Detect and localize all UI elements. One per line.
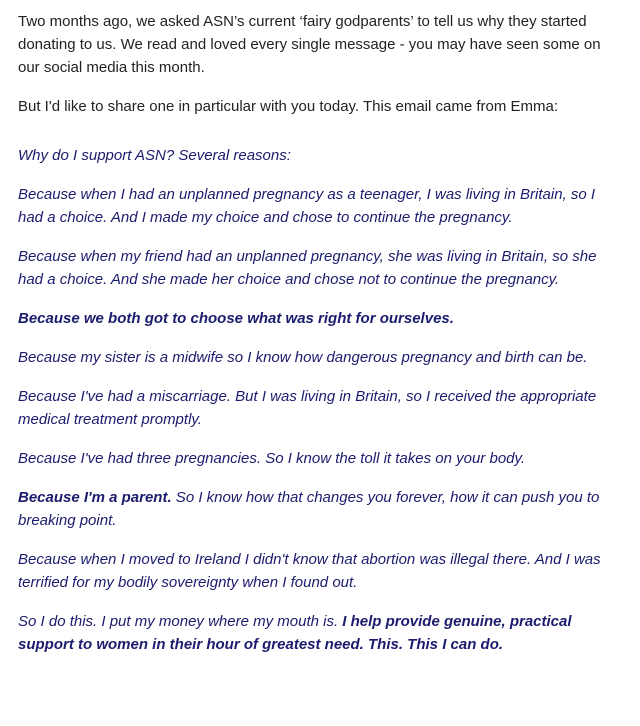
quote-paragraph: Because when I moved to Ireland I didn't know that abortion was illegal there. And I was terrified for my bodily sovereignty when I found out. bbox=[18, 551, 601, 591]
quote-paragraph: Because my sister is a midwife so I know how dangerous pregnancy and birth can be. bbox=[18, 349, 588, 366]
quote-text: So I know how that changes you forever, how it can push you to breaking point. bbox=[18, 489, 600, 529]
quote-paragraph-emphasis: Because we both got to choose what was right for ourselves. bbox=[18, 310, 454, 327]
quote-text: So I do this. I put my money where my mouth is. bbox=[18, 613, 343, 630]
quote-paragraph: Because I've had a miscarriage. But I was living in Britain, so I received the appropriate medical treatment promptly. bbox=[18, 388, 597, 428]
email-intro bbox=[18, 10, 618, 118]
email-body bbox=[18, 10, 618, 672]
emma-quote bbox=[18, 144, 618, 656]
quote-paragraph bbox=[18, 486, 618, 532]
quote-paragraph: Because when I had an unplanned pregnancy as a teenager, I was living in Britain, so I had a choice. And I made my choice and chose to continue the pregnancy. bbox=[18, 186, 596, 226]
quote-paragraph: Because I've had three pregnancies. So I know the toll it takes on your body. bbox=[18, 450, 526, 467]
intro-paragraph: Two months ago, we asked ASN’s current ‘fairy godparents’ to tell us why they started donating to us. We read and loved every single message - you may have seen some on our social media this month. bbox=[18, 13, 601, 76]
quote-paragraph: Because when my friend had an unplanned pregnancy, she was living in Britain, so she had a choice. And she made her choice and chose not to continue the pregnancy. bbox=[18, 248, 597, 288]
quote-bold-phrase: I help provide genuine, practical support to women in their hour of greatest need. This. This I can do. bbox=[18, 613, 572, 653]
quote-bold-phrase: Because I'm a parent. bbox=[18, 489, 172, 506]
quote-paragraph bbox=[18, 610, 618, 656]
intro-paragraph: But I'd like to share one in particular with you today. This email came from Emma: bbox=[18, 98, 559, 115]
quote-paragraph: Why do I support ASN? Several reasons: bbox=[18, 147, 291, 164]
